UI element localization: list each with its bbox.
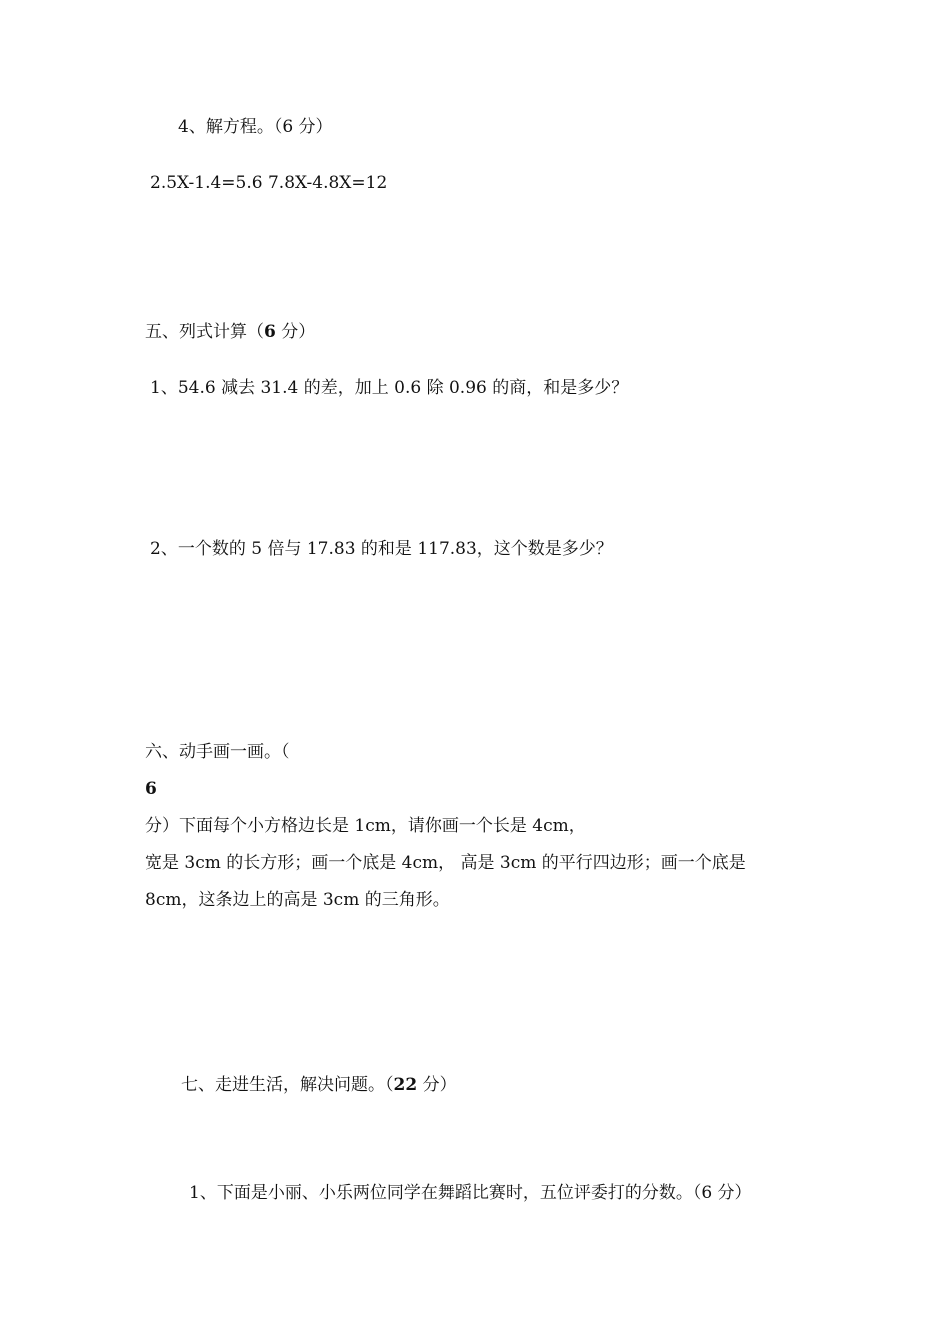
- section6-lead: 六、动手画一画。（: [145, 742, 290, 762]
- section7-title-suffix: 分）: [417, 1075, 457, 1095]
- section7-title: [181, 1073, 457, 1097]
- q4-title-score: 6: [282, 117, 294, 137]
- section5-title: [145, 320, 315, 344]
- q4-title-prefix: 4、解方程。（: [178, 117, 283, 137]
- q4-equations: 2.5X-1.4=5.6 7.8X-4.8X=12: [150, 173, 388, 193]
- section7-title-score: 22: [393, 1075, 418, 1095]
- section5-question-1: 1、54.6 减去 31.4 的差，加上 0.6 除 0.96 的商，和是多少？: [150, 378, 629, 398]
- section6-line-1-rest: 分）下面每个小方格边长是 1cm，请你画一个长是 4cm，: [145, 816, 586, 836]
- q4-title: [178, 115, 333, 139]
- section7-question-1: 1、下面是小丽、小乐两位同学在舞蹈比赛时，五位评委打的分数。（6 分）: [189, 1183, 752, 1203]
- section7-title-prefix: 七、走进生活，解决问题。（: [181, 1075, 394, 1095]
- section6-score: 6: [145, 779, 157, 799]
- section6-line-3: 8cm，这条边上的高是 3cm 的三角形。: [145, 890, 450, 910]
- section6-line-1: [145, 734, 825, 845]
- section5-question-2: 2、一个数的 5 倍与 17.83 的和是 117.83，这个数是多少？: [150, 539, 613, 559]
- section6-paragraph: [145, 734, 825, 919]
- q4-title-suffix: 分）: [293, 117, 333, 137]
- section6-line-2: 宽是 3cm 的长方形；画一个底是 4cm， 高是 3cm 的平行四边形；画一个底是: [145, 853, 746, 873]
- section5-title-score: 6: [264, 322, 276, 342]
- section5-title-suffix: 分）: [275, 322, 316, 342]
- section5-title-prefix: 五、列式计算（: [145, 322, 264, 342]
